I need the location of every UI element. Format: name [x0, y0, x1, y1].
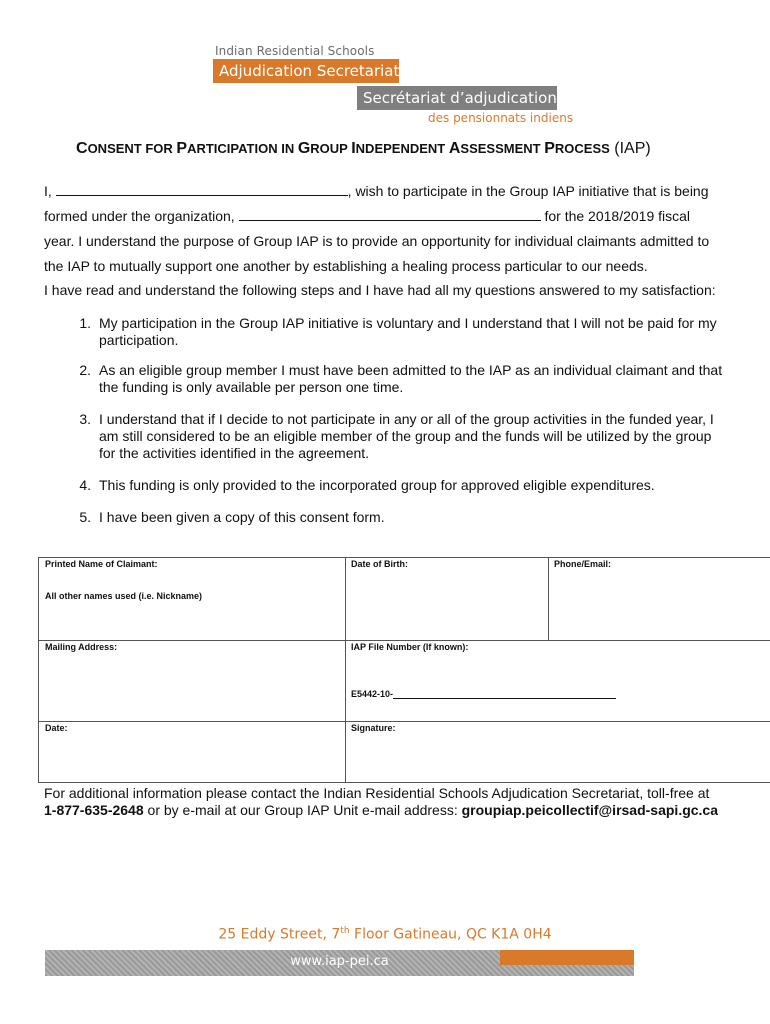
consent-text: I, — [44, 183, 56, 199]
title-rest: NDEPENDENT — [355, 141, 449, 156]
printed-name-label: Printed Name of Claimant: — [45, 559, 158, 569]
table-divider — [39, 640, 770, 641]
list-item — [44, 411, 724, 462]
table-divider — [345, 558, 346, 782]
list-item — [44, 315, 724, 349]
contact-phone: 1-877-635-2648 — [44, 802, 144, 818]
other-names-label: All other names used (i.e. Nickname) — [45, 591, 203, 601]
address-sup: th — [340, 926, 350, 936]
consent-text: formed under the organization, — [44, 208, 239, 224]
iap-file-number-field[interactable] — [351, 689, 616, 699]
table-divider — [548, 558, 549, 640]
consent-line-3: year. I understand the purpose of Group IAP is to provide an opportunity for individual claimants admitted to — [44, 233, 710, 249]
title-cap: P — [176, 140, 188, 157]
phone-email-label: Phone/Email: — [554, 559, 612, 569]
list-item — [44, 362, 724, 396]
footer-address — [0, 926, 770, 943]
title-rest: ROUP — [310, 141, 352, 156]
file-number-blank[interactable] — [393, 690, 616, 699]
contact-text: For additional information please contact the Indian Residential Schools Adjudication Secretariat, toll-free at — [44, 785, 710, 801]
contact-email[interactable]: groupiap.peicollectif@irsad-sapi.gc.ca — [461, 802, 719, 818]
title-iap: (IAP) — [609, 140, 651, 157]
steps-list — [44, 315, 724, 526]
iap-file-label: IAP File Number (If known): — [351, 642, 469, 652]
title-cap: A — [448, 140, 461, 157]
logo-org-line: Indian Residential Schools — [215, 44, 375, 58]
claimant-info-table — [38, 557, 770, 783]
list-item — [44, 509, 724, 526]
page-title — [76, 140, 651, 158]
title-rest: ONSENT FOR — [87, 141, 177, 156]
step-text: This funding is only provided to the incorporated group for approved eligible expenditures. — [99, 477, 655, 493]
step-number: 1. — [79, 315, 91, 331]
address-text: Floor Gatineau, QC K1A 0H4 — [349, 926, 552, 943]
list-item — [44, 477, 724, 494]
title-cap: C — [76, 140, 88, 157]
dob-label: Date of Birth: — [351, 559, 408, 569]
contact-text: or by e-mail at our Group IAP Unit e-mail address: — [143, 802, 462, 818]
step-text: As an eligible group member I must have been admitted to the IAP as an individual claimant and that the funding is only available per person one time. — [99, 362, 723, 395]
table-divider — [39, 721, 770, 722]
mailing-address-label: Mailing Address: — [45, 642, 118, 652]
organization-blank[interactable] — [239, 208, 541, 221]
claimant-name-blank[interactable] — [56, 183, 348, 196]
footer-url[interactable]: www.iap-pei.ca — [290, 954, 389, 969]
step-number: 4. — [79, 477, 91, 493]
title-rest: ARTICIPATION IN — [187, 141, 298, 156]
file-prefix: E5442-10- — [351, 689, 394, 699]
logo-french-sub: des pensionnats indiens — [428, 111, 574, 125]
title-cap: I — [351, 140, 356, 157]
consent-line-1 — [44, 183, 709, 199]
address-text: 25 Eddy Street, 7 — [218, 926, 341, 943]
consent-line-5: I have read and understand the following steps and I have had all my questions answered to my satisfaction: — [44, 282, 716, 298]
signature-label: Signature: — [351, 723, 396, 733]
step-text: My participation in the Group IAP initiative is voluntary and I understand that I will not be paid for my participation. — [99, 315, 717, 348]
consent-line-2 — [44, 208, 690, 224]
contact-info — [44, 785, 744, 819]
step-text: I have been given a copy of this consent form. — [99, 509, 385, 525]
step-number: 5. — [79, 509, 91, 525]
title-rest: ROCESS — [554, 141, 610, 156]
logo-english-name: Adjudication Secretariat — [213, 59, 399, 83]
consent-text: , wish to participate in the Group IAP initiative that is being — [347, 183, 709, 199]
title-rest: SSESSMENT — [460, 141, 545, 156]
consent-text: for the 2018/2019 fiscal — [540, 208, 691, 224]
date-label: Date: — [45, 723, 68, 733]
consent-line-4: the IAP to mutually support one another by establishing a healing process particular to our needs. — [44, 258, 648, 274]
step-text: I understand that if I decide to not participate in any or all of the group activities in the funded year, I am still considered to be an eligible member of the group and the funds will be utilized by the group for the activities identified in the agreement. — [99, 411, 714, 461]
title-cap: G — [297, 140, 311, 157]
step-number: 2. — [79, 362, 91, 378]
step-number: 3. — [79, 411, 91, 427]
title-cap: P — [544, 140, 555, 157]
logo-french-name: Secrétariat d’adjudication — [357, 86, 557, 110]
